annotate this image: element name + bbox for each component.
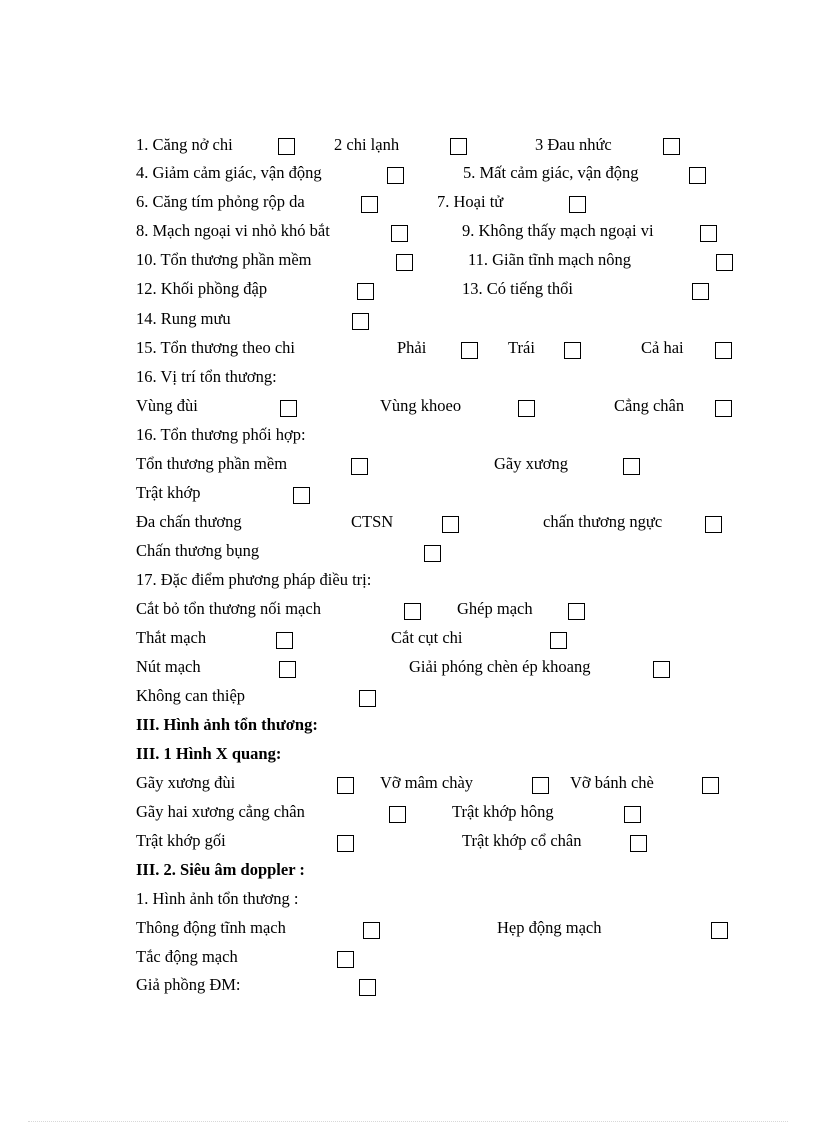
checkbox-cat-bo-noi-mach[interactable] xyxy=(404,603,421,620)
checkbox-co-tieng-thoi[interactable] xyxy=(692,283,709,300)
checkbox-mat-cam-giac[interactable] xyxy=(689,167,706,184)
item-cat-bo-noi-mach: Cắt bỏ tổn thương nối mạch xyxy=(136,599,321,618)
item-ton-thuong-phan-mem-2: Tổn thương phần mềm xyxy=(136,454,288,473)
form-row xyxy=(0,163,816,187)
checkbox-hoai-tu[interactable] xyxy=(569,196,586,213)
checkbox-nut-mach[interactable] xyxy=(279,661,296,678)
checkbox-giam-cam-giac[interactable] xyxy=(387,167,404,184)
heading-sieu-am-doppler: III. 2. Siêu âm doppler : xyxy=(136,860,305,879)
form-row xyxy=(0,860,816,884)
checkbox-vung-khoeo[interactable] xyxy=(518,400,535,417)
form-row xyxy=(0,221,816,245)
item-vung-dui: Vùng đùi xyxy=(136,396,198,415)
checkbox-khong-can-thiep[interactable] xyxy=(359,690,376,707)
checkbox-trat-khop-goi[interactable] xyxy=(337,835,354,852)
item-gay-xuong-dui: Gãy xương đùi xyxy=(136,773,236,792)
item-trat-khop: Trật khớp xyxy=(136,483,201,502)
checkbox-cang-tim[interactable] xyxy=(361,196,378,213)
form-row xyxy=(0,338,816,362)
heading-hinh-anh-ton-thuong: III. Hình ảnh tổn thương: xyxy=(136,715,318,734)
item-khong-thay-mach: 9. Không thấy mạch ngoại vi xyxy=(462,221,654,240)
item-giai-phong-chen-ep: Giải phóng chèn ép khoang xyxy=(409,657,591,676)
section-vi-tri-ton-thuong: 16. Vị trí tổn thương: xyxy=(136,367,277,386)
item-gay-xuong: Gãy xương xyxy=(494,454,569,473)
form-row xyxy=(0,686,816,710)
item-nut-mach: Nút mạch xyxy=(136,657,201,676)
item-gay-hai-xuong-cang-chan: Gãy hai xương cẳng chân xyxy=(136,802,305,821)
checkbox-gia-phong-dm[interactable] xyxy=(359,979,376,996)
checkbox-mach-ngoai-vi-nho[interactable] xyxy=(391,225,408,242)
checkbox-chi-lanh[interactable] xyxy=(450,138,467,155)
item-trat-khop-hong: Trật khớp hông xyxy=(452,802,554,821)
form-row xyxy=(0,396,816,420)
item-tac-dong-mach: Tắc động mạch xyxy=(136,947,238,966)
checkbox-rung-muu[interactable] xyxy=(352,313,369,330)
checkbox-gay-hai-xuong-cang-chan[interactable] xyxy=(389,806,406,823)
form-row xyxy=(0,831,816,855)
form-row xyxy=(0,802,816,826)
checkbox-gian-tinh-mach[interactable] xyxy=(716,254,733,271)
item-co-tieng-thoi: 13. Có tiếng thổi xyxy=(462,279,573,298)
form-row xyxy=(0,367,816,391)
form-row xyxy=(0,309,816,333)
checkbox-vo-banh-che[interactable] xyxy=(702,777,719,794)
form-row xyxy=(0,889,816,913)
item-dau-nhuc: 3 Đau nhức xyxy=(535,135,612,154)
item-gian-tinh-mach: 11. Giãn tĩnh mạch nông xyxy=(468,250,631,269)
item-vo-banh-che: Vỡ bánh chè xyxy=(570,773,654,792)
form-row xyxy=(0,454,816,478)
checkbox-khong-thay-mach[interactable] xyxy=(700,225,717,242)
form-row xyxy=(0,425,816,449)
checkbox-ton-thuong-phan-mem[interactable] xyxy=(396,254,413,271)
item-thong-dong-tinh-mach: Thông động tĩnh mạch xyxy=(136,918,286,937)
item-ton-thuong-theo-chi: 15. Tổn thương theo chi xyxy=(136,338,295,357)
item-ton-thuong-phan-mem: 10. Tổn thương phần mềm xyxy=(136,250,312,269)
item-khoi-phong-dap: 12. Khối phồng đập xyxy=(136,279,268,298)
form-row xyxy=(0,773,816,797)
item-vo-mam-chay: Vỡ mâm chày xyxy=(380,773,474,792)
item-hep-dong-mach: Hẹp động mạch xyxy=(497,918,602,937)
checkbox-trai[interactable] xyxy=(564,342,581,359)
checkbox-vung-dui[interactable] xyxy=(280,400,297,417)
checkbox-cat-cut-chi[interactable] xyxy=(550,632,567,649)
heading-hinh-x-quang: III. 1 Hình X quang: xyxy=(136,744,282,763)
checkbox-phai[interactable] xyxy=(461,342,478,359)
item-chi-lanh: 2 chi lạnh xyxy=(334,135,400,154)
form-row xyxy=(0,715,816,739)
item-mach-ngoai-vi-nho: 8. Mạch ngoại vi nhỏ khó bắt xyxy=(136,221,330,240)
checkbox-cang-chan[interactable] xyxy=(715,400,732,417)
item-da-chan-thuong: Đa chấn thương xyxy=(136,512,242,531)
form-row xyxy=(0,628,816,652)
checkbox-trat-khop-hong[interactable] xyxy=(624,806,641,823)
checkbox-ctsn[interactable] xyxy=(442,516,459,533)
form-row xyxy=(0,947,816,971)
form-row xyxy=(0,599,816,623)
item-hoai-tu: 7. Hoại tử xyxy=(437,192,504,211)
checkbox-that-mach[interactable] xyxy=(276,632,293,649)
item-ctsn: CTSN xyxy=(351,512,394,531)
page-bottom-divider xyxy=(28,1121,788,1122)
section-ton-thuong-phoi-hop: 16. Tổn thương phối hợp: xyxy=(136,425,306,444)
form-row xyxy=(0,483,816,507)
form-row xyxy=(0,512,816,536)
item-ghep-mach: Ghép mạch xyxy=(457,599,533,618)
checkbox-trat-khop-co-chan[interactable] xyxy=(630,835,647,852)
form-row xyxy=(0,975,816,999)
item-giam-cam-giac: 4. Giảm cảm giác, vận động xyxy=(136,163,322,182)
checkbox-gay-xuong-dui[interactable] xyxy=(337,777,354,794)
checkbox-vo-mam-chay[interactable] xyxy=(532,777,549,794)
item-trat-khop-goi: Trật khớp gối xyxy=(136,831,226,850)
checkbox-khoi-phong-dap[interactable] xyxy=(357,283,374,300)
form-row xyxy=(0,657,816,681)
checkbox-chan-thuong-nguc[interactable] xyxy=(705,516,722,533)
item-cang-no-chi: 1. Căng nở chi xyxy=(136,135,233,154)
checkbox-chan-thuong-bung[interactable] xyxy=(424,545,441,562)
item-phai: Phải xyxy=(397,338,427,357)
item-mat-cam-giac: 5. Mất cảm giác, vận động xyxy=(463,163,639,182)
section-hinh-anh-ton-thuong-doppler: 1. Hình ảnh tổn thương : xyxy=(136,889,299,908)
item-vung-khoeo: Vùng khoeo xyxy=(380,396,462,415)
item-cat-cut-chi: Cắt cụt chi xyxy=(391,628,463,647)
form-row xyxy=(0,279,816,303)
form-row xyxy=(0,541,816,565)
checkbox-cang-no-chi[interactable] xyxy=(278,138,295,155)
checkbox-dau-nhuc[interactable] xyxy=(663,138,680,155)
item-that-mach: Thắt mạch xyxy=(136,628,207,647)
item-khong-can-thiep: Không can thiệp xyxy=(136,686,246,705)
item-chan-thuong-bung: Chấn thương bụng xyxy=(136,541,260,560)
item-chan-thuong-nguc: chấn thương ngực xyxy=(543,512,663,531)
item-cang-tim: 6. Căng tím phỏng rộp da xyxy=(136,192,305,211)
form-row xyxy=(0,570,816,594)
item-trat-khop-co-chan: Trật khớp cổ chân xyxy=(462,831,582,850)
section-phuong-phap-dieu-tri: 17. Đặc điểm phương pháp điều trị: xyxy=(136,570,372,589)
checkbox-ghep-mach[interactable] xyxy=(568,603,585,620)
checkbox-ca-hai[interactable] xyxy=(715,342,732,359)
form-row xyxy=(0,192,816,216)
checkbox-gay-xuong[interactable] xyxy=(623,458,640,475)
form-row xyxy=(0,744,816,768)
form-row xyxy=(0,918,816,942)
checkbox-hep-dong-mach[interactable] xyxy=(711,922,728,939)
checkbox-ton-thuong-phan-mem-2[interactable] xyxy=(351,458,368,475)
item-cang-chan: Cẳng chân xyxy=(614,396,685,415)
checkbox-giai-phong-chen-ep[interactable] xyxy=(653,661,670,678)
checkbox-tac-dong-mach[interactable] xyxy=(337,951,354,968)
item-ca-hai: Cả hai xyxy=(641,338,684,357)
checkbox-thong-dong-tinh-mach[interactable] xyxy=(363,922,380,939)
item-trai: Trái xyxy=(508,338,535,357)
form-row xyxy=(0,135,816,159)
checkbox-trat-khop[interactable] xyxy=(293,487,310,504)
item-rung-muu: 14. Rung mưu xyxy=(136,309,231,328)
item-gia-phong-dm: Giả phồng ĐM: xyxy=(136,975,241,994)
form-row xyxy=(0,250,816,274)
